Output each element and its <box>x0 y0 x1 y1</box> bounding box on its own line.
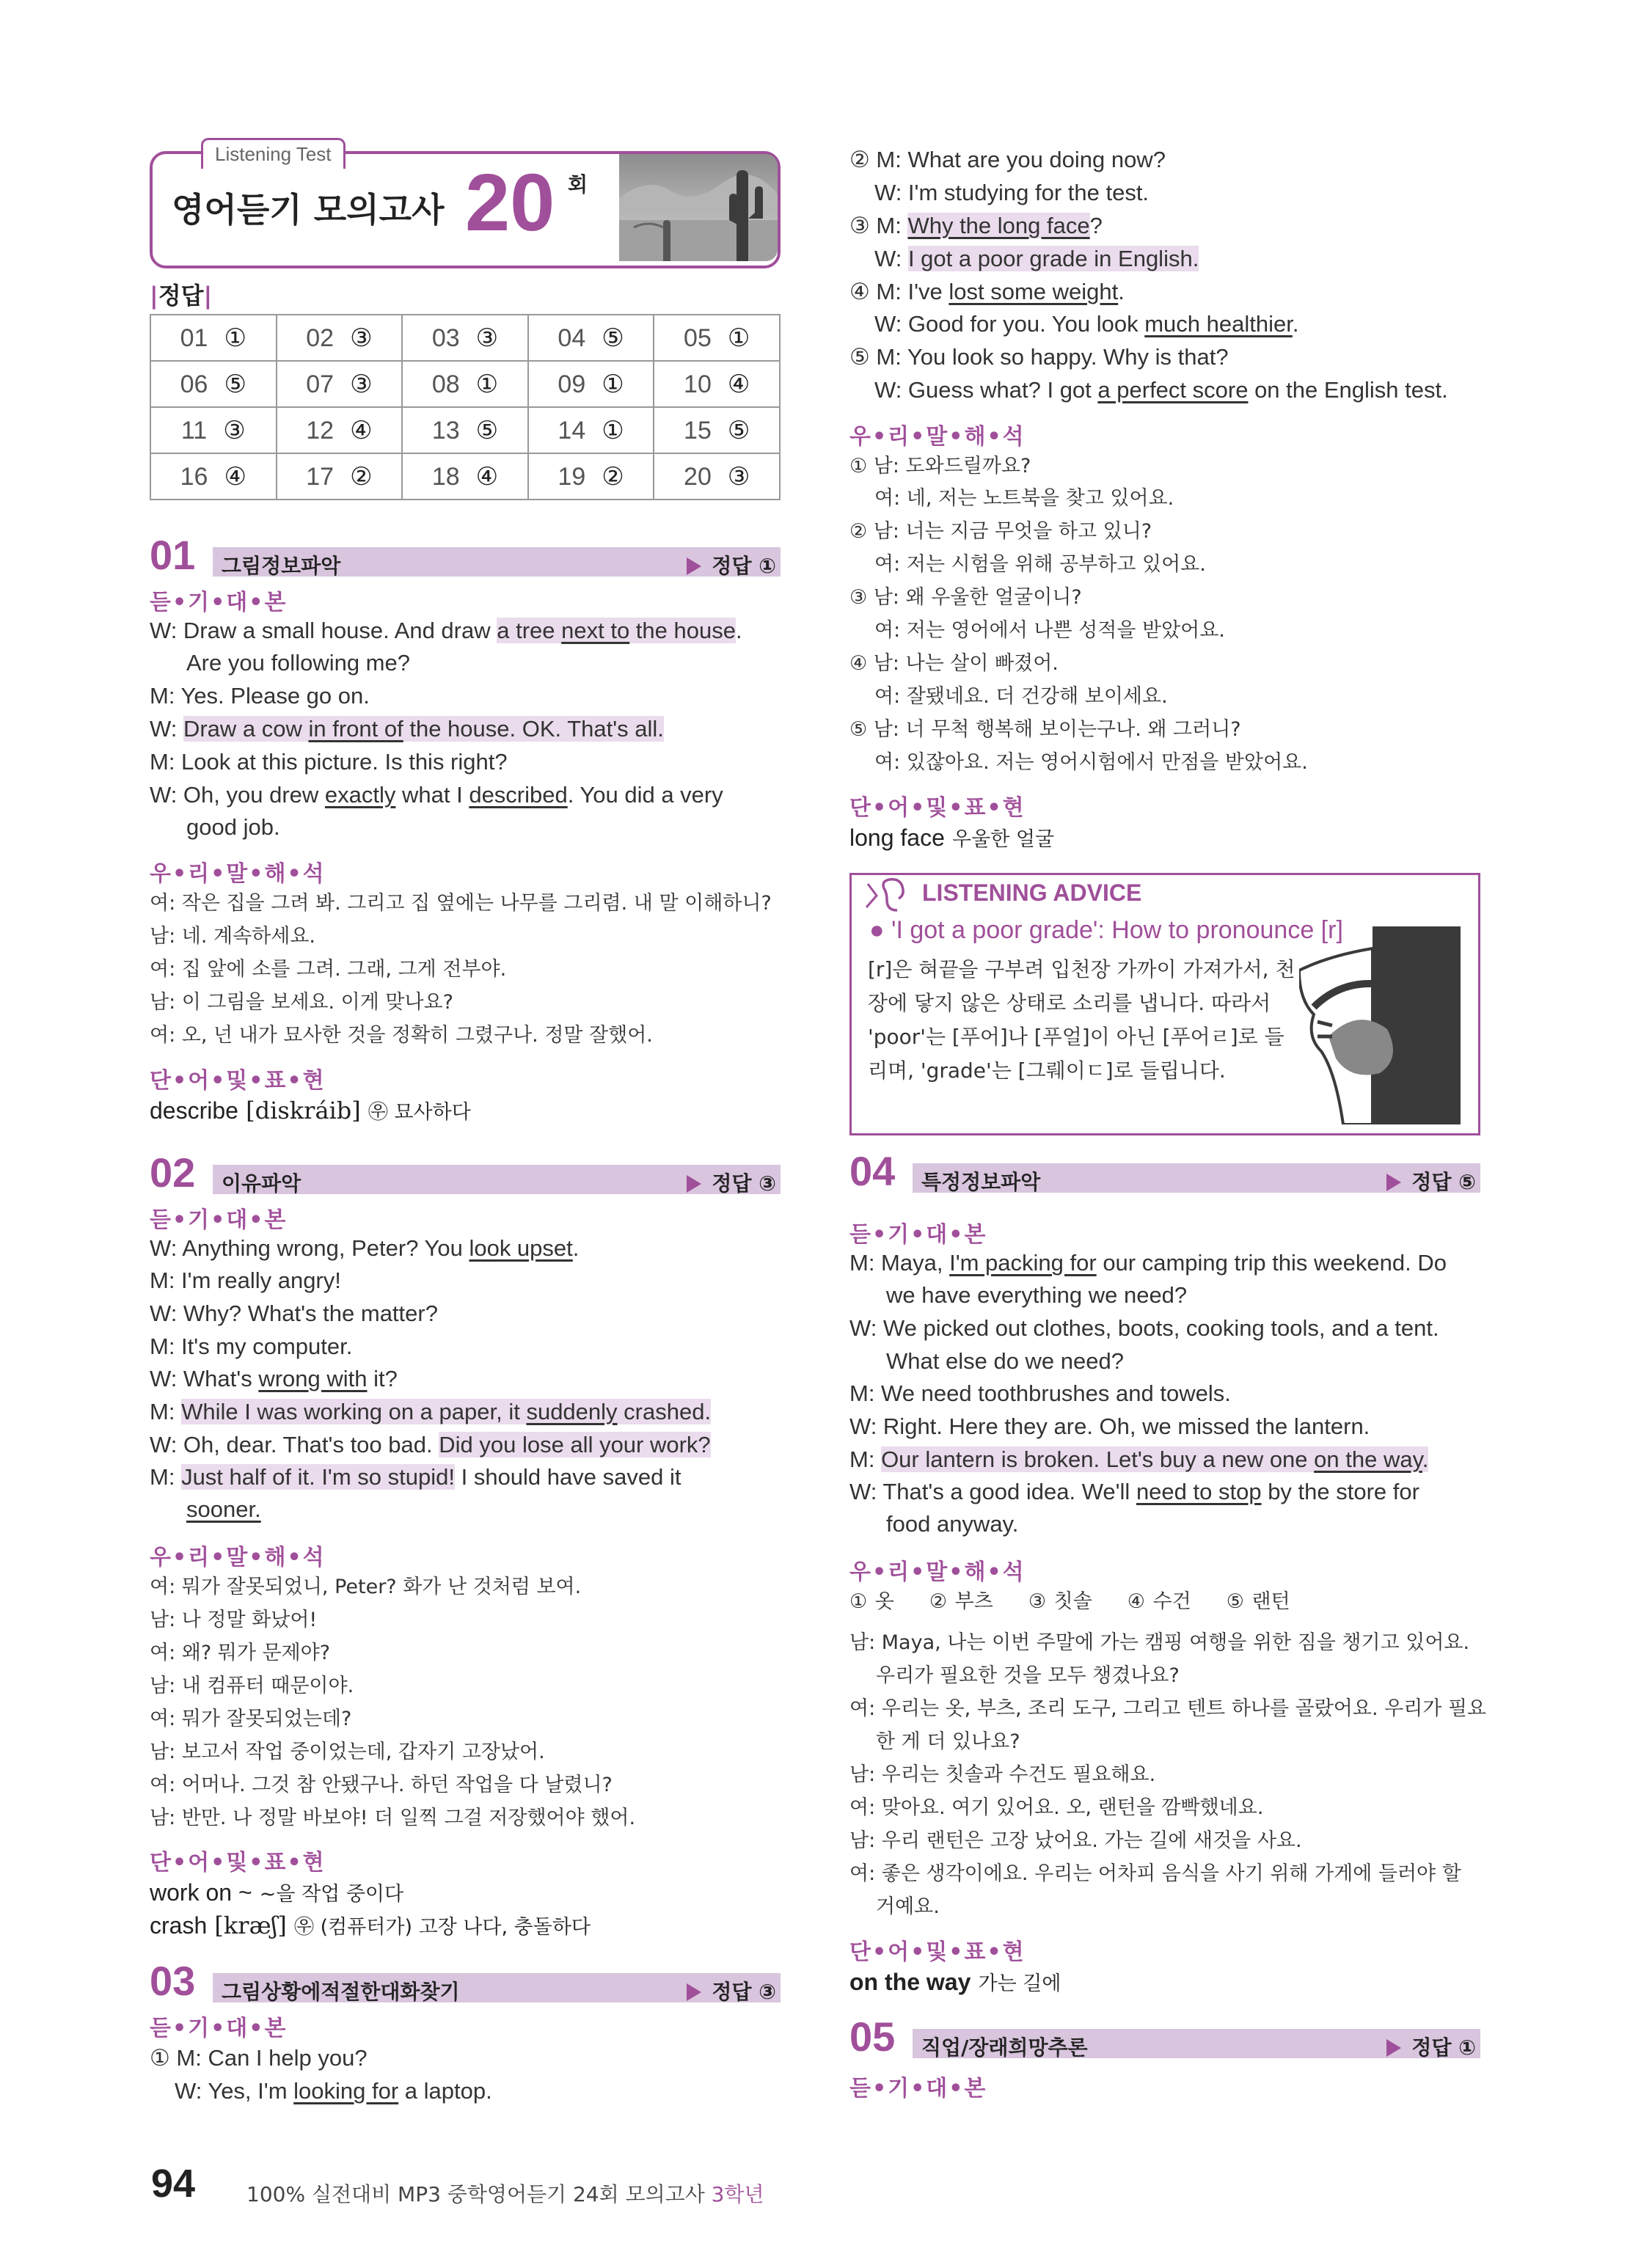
translation-line: 여: 저는 영어에서 나쁜 성적을 받았어요. <box>874 619 1225 642</box>
translation-label: 우•리•말•해•석 <box>150 1545 326 1570</box>
translation-line: 남: 우리 랜턴은 고장 났어요. 가는 길에 새것을 사요. <box>849 1829 1302 1852</box>
translation-line: 여: 있잖아요. 저는 영어시험에서 만점을 받았어요. <box>874 751 1308 774</box>
script-line: W: I got a poor grade in English. <box>874 246 1199 271</box>
script-line: ④ M: I've lost some weight. <box>849 279 1125 304</box>
translation-line: 여: 뭐가 잘못되었는데? <box>150 1708 352 1730</box>
translation-line: ④ 남: 나는 살이 빠졌어. <box>849 652 1059 675</box>
translation-label: 우•리•말•해•석 <box>150 861 326 887</box>
script-line: M: Maya, I'm packing for our camping trip this weekend. Do <box>849 1250 1447 1276</box>
script-line: M: Just half of it. I'm so stupid! I should have saved it <box>150 1464 681 1490</box>
section-05-header: 05 직업/장래희망추론 정답 ① <box>849 2023 1480 2058</box>
section-03-header: 03 그림상황에적절한대화찾기 정답 ③ <box>150 1967 781 2002</box>
script-line: W: Draw a cow in front of the house. OK. That's all. <box>150 716 664 742</box>
answer-cell: 18 ④ <box>402 453 528 500</box>
answer-cell: 07 ③ <box>277 361 403 407</box>
script-line: W: Oh, you drew exactly what I described. You did a very <box>150 782 723 808</box>
script-line: we have everything we need? <box>886 1282 1188 1308</box>
translation-line: 남: Maya, 나는 이번 주말에 가는 캠핑 여행을 위한 짐을 챙기고 있어요. <box>849 1631 1470 1654</box>
listening-advice-box <box>849 873 1480 1135</box>
answer-cell: 14 ① <box>528 407 654 453</box>
answer-label: |정답| <box>150 282 213 310</box>
translation-line: 여: 저는 시험을 위해 공부하고 있어요. <box>874 553 1206 576</box>
answer-cell: 03 ③ <box>402 315 528 361</box>
translation-line: 우리가 필요한 것을 모두 챙겼나요? <box>876 1664 1180 1687</box>
translation-line: 여: 맞아요. 여기 있어요. 오, 랜턴을 깜빡했네요. <box>849 1796 1264 1819</box>
script-label: 듣•기•대•본 <box>150 590 288 615</box>
answer-cell: 10 ④ <box>654 361 780 407</box>
translation-line: 남: 네. 계속하세요. <box>150 925 316 948</box>
script-line: W: Draw a small house. And draw a tree next to the house. <box>150 618 742 643</box>
test-header <box>150 143 781 268</box>
answer-cell: 15 ⑤ <box>654 407 780 453</box>
script-label: 듣•기•대•본 <box>150 1207 288 1233</box>
translation-line: 한 게 더 있나요? <box>876 1730 1020 1753</box>
vocab-label: 단•어•및•표•현 <box>849 1939 1026 1965</box>
section-02-header: 02 이유파악 정답 ③ <box>150 1159 781 1194</box>
answer-cell: 09 ① <box>528 361 654 407</box>
translation-label: 우•리•말•해•석 <box>849 1559 1026 1585</box>
play-triangle-icon <box>1386 1174 1401 1191</box>
translation-line: 여: 작은 집을 그려 봐. 그리고 집 옆에는 나무를 그리렴. 내 말 이해하니? <box>150 892 772 915</box>
play-triangle-icon <box>1386 2039 1401 2057</box>
play-triangle-icon <box>687 557 701 575</box>
script-line: M: Look at this picture. Is this right? <box>150 749 508 775</box>
script-line: W: That's a good idea. We'll need to stop by the store for <box>849 1479 1419 1504</box>
script-line: Are you following me? <box>186 650 410 676</box>
desert-cactus-image <box>619 154 778 261</box>
translation-line: 남: 우리는 칫솔과 수건도 필요해요. <box>849 1763 1156 1786</box>
script-line: W: Oh, dear. That's too bad. Did you lose all your work? <box>150 1432 711 1457</box>
script-line: W: I'm studying for the test. <box>874 180 1150 205</box>
answer-cell: 02 ③ <box>277 315 403 361</box>
script-line: M: Our lantern is broken. Let's buy a new one on the way. <box>849 1446 1429 1472</box>
translation-line: 여: 오, 넌 내가 묘사한 것을 정확히 그렸구나. 정말 잘했어. <box>150 1024 653 1047</box>
answer-cell: 20 ③ <box>654 453 780 500</box>
translation-line: 여: 좋은 생각이에요. 우리는 어차피 음식을 사기 위해 가게에 들러야 할 <box>849 1862 1461 1885</box>
script-label: 듣•기•대•본 <box>849 1222 987 1248</box>
mouth-anatomy-diagram <box>1299 926 1461 1124</box>
translation-line: ② 남: 너는 지금 무엇을 하고 있니? <box>849 520 1152 543</box>
answer-cell: 11 ③ <box>150 407 277 453</box>
script-line: ③ M: Why the long face? <box>849 213 1103 238</box>
script-line: good job. <box>186 814 280 840</box>
translation-line: 남: 나 정말 화났어! <box>150 1609 318 1631</box>
script-line: W: Anything wrong, Peter? You look upset. <box>150 1235 580 1261</box>
script-line: W: What's wrong with it? <box>150 1366 398 1391</box>
script-line: M: It's my computer. <box>150 1334 353 1359</box>
script-line: sooner. <box>186 1496 261 1522</box>
answer-cell: 06 ⑤ <box>150 361 277 407</box>
translation-line: 여: 어머나. 그것 참 안됐구나. 하던 작업을 다 날렸니? <box>150 1774 613 1796</box>
play-triangle-icon <box>687 1175 701 1193</box>
answer-cell: 05 ① <box>654 315 780 361</box>
header-title: 영어듣기 모의고사 <box>172 190 445 230</box>
answer-cell: 13 ⑤ <box>402 407 528 453</box>
script-line: W: Why? What's the matter? <box>150 1301 438 1326</box>
vocab-label: 단•어•및•표•현 <box>150 1068 326 1094</box>
answer-cell: 12 ④ <box>277 407 403 453</box>
vocab-item: crash [kræʃ] ㉾ (컴퓨터가) 고장 나다, 충돌하다 <box>150 1912 591 1939</box>
script-line: W: We picked out clothes, boots, cooking tools, and a tent. <box>849 1315 1439 1341</box>
script-line: ① M: Can I help you? <box>150 2045 368 2071</box>
script-line: ⑤ M: You look so happy. Why is that? <box>849 344 1229 370</box>
translation-line: 남: 반만. 나 정말 바보야! 더 일찍 그걸 저장했어야 했어. <box>150 1807 636 1829</box>
script-line: W: Right. Here they are. Oh, we missed the lantern. <box>849 1413 1370 1439</box>
translation-line: 남: 이 그림을 보세요. 이게 맞나요? <box>150 991 453 1014</box>
answer-table <box>150 314 781 500</box>
vocab-item: describe [diskráib] ㉾ 묘사하다 <box>150 1097 471 1124</box>
advice-body: [r]은 혀끝을 구부려 입천장 가까이 가져가서, 천 장에 닿지 않은 상태로 소리를 냅니다. 따라서 'poor'는 [푸어]나 [푸얼]이 아닌 [푸어ㄹ]로 들 리며, 'grade'는 [그뤠이ㄷ]로 들립니다. <box>868 957 1295 1083</box>
vocab-label: 단•어•및•표•현 <box>849 795 1026 821</box>
script-line: food anyway. <box>886 1511 1019 1537</box>
script-line: M: Yes. Please go on. <box>150 683 370 709</box>
answer-cell: 04 ⑤ <box>528 315 654 361</box>
advice-title: LISTENING ADVICE <box>922 879 1142 906</box>
translation-line: 여: 우리는 옷, 부츠, 조리 도구, 그리고 텐트 하나를 골랐어요. 우리가 필요 <box>849 1697 1487 1720</box>
header-unit: 회 <box>568 172 588 197</box>
translation-line: ③ 남: 왜 우울한 얼굴이니? <box>849 586 1082 609</box>
script-line: M: I'm really angry! <box>150 1267 341 1293</box>
section-04-header: 04 특정정보파악 정답 ⑤ <box>849 1157 1480 1193</box>
script-line: M: While I was working on a paper, it suddenly crashed. <box>150 1399 712 1424</box>
script-label: 듣•기•대•본 <box>150 2016 288 2041</box>
section-01-header: 01 그림정보파악 정답 ① <box>150 541 781 577</box>
vocab-label: 단•어•및•표•현 <box>150 1850 326 1876</box>
script-line: W: Good for you. You look much healthier. <box>874 311 1299 337</box>
options-line: ① 옷 ② 부츠 ③ 칫솔 ④ 수건 ⑤ 랜턴 <box>849 1590 1290 1613</box>
translation-line: 여: 네, 저는 노트북을 찾고 있어요. <box>874 487 1174 510</box>
answer-cell: 08 ① <box>402 361 528 407</box>
script-line: W: Guess what? I got a perfect score on the English test. <box>874 377 1448 403</box>
header-tab: Listening Test <box>201 138 346 169</box>
header-number: 20 <box>465 158 555 248</box>
vocab-item: long face 우울한 얼굴 <box>849 824 1055 851</box>
translation-label: 우•리•말•해•석 <box>849 424 1026 450</box>
translation-line: 여: 뭐가 잘못되었니, Peter? 화가 난 것처럼 보여. <box>150 1576 582 1598</box>
answer-cell: 19 ② <box>528 453 654 500</box>
script-line: M: We need toothbrushes and towels. <box>849 1380 1231 1406</box>
page-number: 94 <box>151 2162 196 2206</box>
script-line: W: Yes, I'm looking for a laptop. <box>175 2078 492 2104</box>
vocab-item: on the way 가는 길에 <box>849 1969 1061 1995</box>
script-line: What else do we need? <box>886 1348 1124 1374</box>
translation-line: 여: 왜? 뭐가 문제야? <box>150 1642 331 1664</box>
translation-line: 남: 내 컴퓨터 때문이야. <box>150 1675 354 1697</box>
script-line: ② M: What are you doing now? <box>849 147 1166 172</box>
script-label: 듣•기•대•본 <box>849 2076 987 2101</box>
translation-line: ① 남: 도와드릴까요? <box>849 455 1031 478</box>
answer-cell: 17 ② <box>277 453 403 500</box>
translation-line: 여: 집 앞에 소를 그려. 그래, 그게 전부야. <box>150 958 507 981</box>
translation-line: 거예요. <box>876 1895 940 1918</box>
footer-title: 100% 실전대비 MP3 중학영어듣기 24회 모의고사 3학년 <box>246 2182 764 2206</box>
translation-line: ⑤ 남: 너 무척 행복해 보이는구나. 왜 그러니? <box>849 718 1241 741</box>
translation-line: 남: 보고서 작업 중이었는데, 갑자기 고장났어. <box>150 1741 545 1763</box>
ear-icon <box>862 878 916 915</box>
vocab-item: work on ~ ~을 작업 중이다 <box>150 1879 404 1906</box>
translation-line: 여: 잘됐네요. 더 건강해 보이세요. <box>874 685 1168 708</box>
answer-cell: 16 ④ <box>150 453 277 500</box>
answer-cell: 01 ① <box>150 315 277 361</box>
advice-heading: ● 'I got a poor grade': How to pronounce [r] <box>869 916 1343 944</box>
play-triangle-icon <box>687 1983 701 2001</box>
